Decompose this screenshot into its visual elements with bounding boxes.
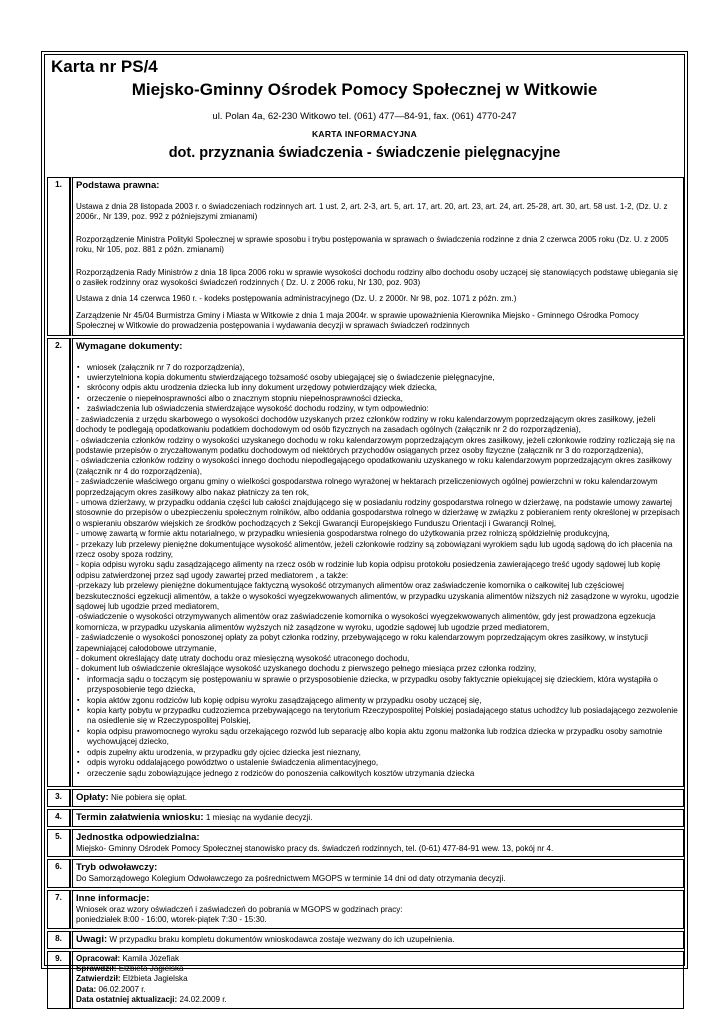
prepared-by: [76, 954, 680, 964]
section-responsible-unit: [70, 829, 684, 857]
section-number: 4.: [47, 809, 70, 827]
sections-table: [47, 175, 684, 1011]
section-other-info: [70, 890, 684, 929]
dash-item: - umowę zawartą w formie aktu notarialnego, w przypadku wniesienia gospodarstwa rolnego do użytkowania przez rolniczą spółdzielnię produkcyjną,: [76, 529, 610, 539]
appeal-value: Do Samorządowego Kolegium Odwoławczego za pośrednictwem MGOPS w terminie 14 dni od daty otrzymania decyzji.: [76, 874, 506, 884]
documents-list: [76, 363, 680, 415]
section-row: [47, 829, 684, 857]
section-deadline: [70, 809, 684, 827]
dash-item: - umowa dzierżawy, w przypadku oddania części lub całości znajdującego się w posiadaniu rodziny gospodarstwa rolnego w dzierżawę, na podstawie umowy zawartej stosownie do przepisów o ubezpieczeniu społecznym rolników, albo oddania gospodarstwa rolnego w dzierżawę w związku z pobieraniem renty określonej w przepisach o wspieraniu obszarów wiejskich ze środków pochodzących z Sekcji Gwarancji Europejskiego Funduszu Orientacji i Gwarancji Rolnej,: [76, 497, 680, 528]
legal-basis-item: Rozporządzenie Ministra Polityki Społecznej w sprawie sposobu i trybu postępowania w sprawach o świadczenia rodzinne z dnia 2 czerwca 2005 roku (Dz. U. z 2005 roku, Nr 105, poz. 881 z późn. zmianami): [76, 234, 669, 255]
list-item: ▪ uwierzytelniona kopia dokumentu stwierdzającego tożsamość osoby ubiegającej się o świadczenie pielęgnacyjne,: [87, 373, 680, 383]
dash-item: - kopia odpisu wyroku sądu zasądzającego alimenty na rzecz osób w rodzinie lub kopia odpisu protokołu posiedzenia zawierającego treść ugody sądowej lub kopię odpisu zatwierdzonej przez sąd ugody zawartej przed mediatorem , a także:: [76, 560, 661, 580]
section-title: Wymagane dokumenty:: [76, 340, 183, 352]
dash-item: - zaświadczenie właściwego organu gminy o wielkości gospodarstwa rolnego wyrażonej w hektarach przeliczeniowych ogólnej powierzchni w roku kalendarzowym poprzedzającym okres zasiłkowy albo nakaz płatniczy za ten rok,: [76, 477, 658, 497]
section-number: 9.: [47, 951, 70, 1009]
dash-item: -przekazy lub przelewy pieniężne dokumentujące faktyczną wysokość otrzymanych alimentów oraz zaświadczenie komornika o całkowitej lub częściowej bezskuteczności egzekucji alimentów, a także o wysokości wyegzekwowanych alimentów, w przypadku uzyskania alimentów niższych niż zasądzone w wyroku, ugodzie sądowej lub ugodzie przed mediatorem,: [76, 581, 679, 611]
section-row: [47, 789, 684, 807]
section-number: 5.: [47, 829, 70, 857]
section-row: [47, 890, 684, 929]
section-number: 3.: [47, 789, 70, 807]
documents-list: [76, 675, 680, 779]
document-frame: [41, 51, 688, 1005]
section-authors: [70, 951, 684, 1009]
approved-by-value: Elżbieta Jagielska: [122, 974, 188, 984]
section-fees: [70, 789, 684, 807]
approved-by: [76, 974, 680, 984]
dash-item: - zaświadczenie o wysokości ponoszonej opłaty za pobyt członka rodziny, przebywającego w roku kalendarzowym poprzedzającym okres zasiłkowy, w instytucji zapewniającej całodobowe utrzymanie,: [76, 633, 648, 653]
list-item: ▪ orzeczenie o niepełnosprawności albo o znacznym stopniu niepełnosprawności dziecka,: [87, 394, 680, 404]
section-title: Tryb odwoławczy:: [76, 862, 158, 874]
section-required-documents: [70, 338, 684, 787]
dash-item: - dokument określający datę utraty dochodu oraz miesięczną wysokość utraconego dochodu,: [76, 654, 410, 664]
list-item: ▪ skrócony odpis aktu urodzenia dziecka lub inny dokument urzędowy potwierdzający wiek dziecka,: [87, 383, 680, 393]
section-appeal: [70, 859, 684, 887]
list-item: ▪ odpis zupełny aktu urodzenia, w przypadku gdy ojciec dziecka jest nieznany,: [87, 748, 680, 758]
dash-item: - dokument lub oświadczenie określające wysokość uzyskanego dochodu z pierwszego pełnego miesiąca przez członka rodziny,: [76, 664, 537, 674]
document-date: [76, 985, 680, 995]
last-update-value: 24.02.2009 r.: [179, 995, 227, 1005]
section-row: [47, 809, 684, 827]
section-remarks: [70, 931, 684, 949]
organization-address: ul. Polan 4a, 62-230 Witkowo tel. (061) 477—84-91, fax. (061) 4770-247: [212, 111, 517, 122]
prepared-by-label: Opracował:: [76, 953, 121, 963]
list-item: ▪ kopia odpisu prawomocnego wyroku sądu orzekającego rozwód lub separację albo kopia aktu zgonu małżonka lub rodzica dziecka w przypadku osoby samotnie wychowującej dziecko,: [87, 727, 680, 748]
date-label: Data:: [76, 984, 97, 994]
prepared-by-value: Kamila Józefiak: [122, 953, 180, 963]
section-title: Opłaty:: [76, 791, 109, 803]
section-row: [47, 177, 684, 336]
list-item: ▪ wniosek (załącznik nr 7 do rozporządzenia),: [87, 363, 680, 373]
list-item: ▪ odpis wyroku oddalającego powództwo o ustalenie świadczenia alimentacyjnego,: [87, 758, 680, 768]
last-update-label: Data ostatniej aktualizacji:: [76, 995, 178, 1005]
organization-name: Miejsko-Gminny Ośrodek Pomocy Społecznej w Witkowie: [131, 80, 598, 99]
legal-basis-item: Ustawa z dnia 14 czerwca 1960 r. - kodeks postępowania administracyjnego (Dz. U. z 2000r. Nr 98, poz. 1071 z późn. zm.): [76, 294, 517, 304]
checked-by: [76, 964, 680, 974]
card-type-label: KARTA INFORMACYJNA: [311, 129, 418, 139]
office-hours: poniedziałek 8:00 - 16:00, wtorek-piątek 7:30 - 15:30.: [76, 915, 267, 925]
section-legal-basis: [70, 177, 684, 336]
responsible-unit-value: Miejsko- Gminny Ośrodek Pomocy Społecznej stanowisko pracy ds. świadczeń rodzinnych, tel. (0-61) 477-84-91 wew. 13, pokój nr 4.: [76, 843, 554, 853]
last-update: [76, 995, 680, 1005]
list-item: ▪ kopia aktów zgonu rodziców lub kopię odpisu wyroku zasądzającego alimenty w przypadku osoby uczącej się,: [87, 696, 680, 706]
fees-value: Nie pobiera się opłat.: [110, 792, 188, 802]
dash-item: - oświadczenia członków rodziny o wysokości uzyskanego dochodu w roku kalendarzowym poprzedzającym okres zasiłkowy, jeżeli członkowie rodziny rozliczają się na podstawie przepisów o zryczałtowanym podatku dochodowym od niektórych przychodów osiąganych przez osoby fizyczne (załącznik nr 3 do rozporządzenia),: [76, 435, 676, 455]
section-number: 2.: [47, 338, 70, 787]
list-item: ▪ orzeczenie sądu zobowiązujące jednego z rodziców do ponoszenia całkowitych kosztów utrzymania dziecka: [87, 769, 680, 779]
card-number: Karta nr PS/4: [51, 57, 158, 76]
dash-item: - zaświadczenia z urzędu skarbowego o wysokości dochodów uzyskanych przez członków rodziny w roku kalendarzowym poprzedzającym okres zasiłkowy, jeżeli dochody te podlegają opodatkowaniu podatkiem dochodowym od osób fizycznych na zasadach ogólnych (załącznik nr 2 do rozporządzenia),: [76, 414, 656, 435]
section-row: [47, 338, 684, 787]
section-title: Inne informacje:: [76, 892, 150, 904]
document-header: [45, 55, 684, 173]
list-item: ▪ zaświadczenia lub oświadczenia stwierdzające wysokość dochodu rodziny, w tym odpowiednio:: [87, 404, 680, 414]
section-title: Jednostka odpowiedzialna:: [76, 831, 200, 843]
dash-item: -oświadczenie o wysokości otrzymywanych alimentów oraz zaświadczenie komornika o wysokości wyegzekwowanych alimentów, gdy jest prowadzona egzekucja komornicza, w przypadku uzyskania alimentów wyższych niż zasądzone w wyroku, ugodzie sądowej lub ugodzie przed mediatorem,: [76, 612, 656, 632]
list-item: ▪ kopia karty pobytu w przypadku cudzoziemca przebywającego na terytorium Rzeczypospolitej Polskiej posiadającego status uchodźcy lub posiadającego zezwolenie na osiedlenie się w Rzeczypospolitej Polskiej,: [87, 706, 680, 727]
section-title: Podstawa prawna:: [76, 180, 160, 191]
section-number: 8.: [47, 931, 70, 949]
document-inner-frame: [44, 54, 685, 1005]
section-number: 7.: [47, 890, 70, 929]
list-item: ▪ informacja sądu o toczącym się postępowaniu w sprawie o przysposobienie dziecka, w przypadku osoby faktycznie opiekującej się dzieckiem, która wystąpiła o przysposobienie tego dziecka,: [87, 675, 680, 696]
date-value: 06.02.2007 r.: [98, 984, 146, 994]
dash-item: - oświadczenia członków rodziny o wysokości innego dochodu niepodlegającego opodatkowaniu uzyskanego w roku kalendarzowym poprzedzającym okres zasiłkowy (załącznik nr 4 do rozporządzenia),: [76, 456, 672, 476]
section-number: 1.: [47, 177, 70, 336]
legal-basis-item: Ustawa z dnia 28 listopada 2003 r. o świadczeniach rodzinnych art. 1 ust. 2, art. 2-3, art. 5, art. 17, art. 20, art. 23, art. 24, art. 25-28, art. 30, art. 58 ust. 1-2, (Dz. U. z 2006r., Nr 139, poz. 992 z późniejszymi zmianami): [76, 202, 668, 222]
approved-by-label: Zatwierdził:: [76, 974, 121, 984]
legal-basis-item: Rozporządzenia Rady Ministrów z dnia 18 lipca 2006 roku w sprawie wysokości dochodu rodziny albo dochodu osoby uczącej się stanowiących podstawę ubiegania się o zasiłek rodzinny oraz wysokości świadczeń rodzinnych ( Dz. U. z 2006 roku, Nr 130, poz. 903): [76, 267, 678, 288]
section-number: 6.: [47, 859, 70, 887]
checked-by-label: Sprawdził:: [76, 963, 117, 973]
section-row: [47, 931, 684, 949]
section-title: Uwagi:: [76, 933, 108, 945]
deadline-value: 1 miesiąc na wydanie decyzji.: [205, 812, 313, 822]
dash-item: - przekazy lub przelewy pieniężne dokumentujące wysokość alimentów, jeżeli członkowie rodziny są zobowiązani wyrokiem sądu lub ugodą sądową do ich płacenia na rzecz osoby spoza rodziny,: [76, 539, 673, 559]
remarks-value: W przypadku braku kompletu dokumentów wnioskodawca zostaje wezwany do ich uzupełnienia.: [109, 934, 455, 944]
section-title: Termin załatwienia wniosku:: [76, 811, 204, 823]
section-row: [47, 951, 684, 1009]
section-row: [47, 859, 684, 887]
legal-basis-item: Zarządzenie Nr 45/04 Burmistrza Gminy i Miasta w Witkowie z dnia 1 maja 2004r. w sprawie upoważnienia Kierownika Miejsko - Gminnego Ośrodka Pomocy Społecznej w Witkowie do prowadzenia postępowania i wydawania decyzji w sprawach świadczeń rodzinnych: [76, 310, 639, 331]
document-subtitle: dot. przyznania świadczenia - świadczenie pielęgnacyjne: [168, 145, 561, 161]
other-info-line: Wniosek oraz wzory oświadczeń i zaświadczeń do pobrania w MGOPS w godzinach pracy:: [76, 904, 403, 914]
checked-by-value: Elżbieta Jagielska: [118, 963, 184, 973]
